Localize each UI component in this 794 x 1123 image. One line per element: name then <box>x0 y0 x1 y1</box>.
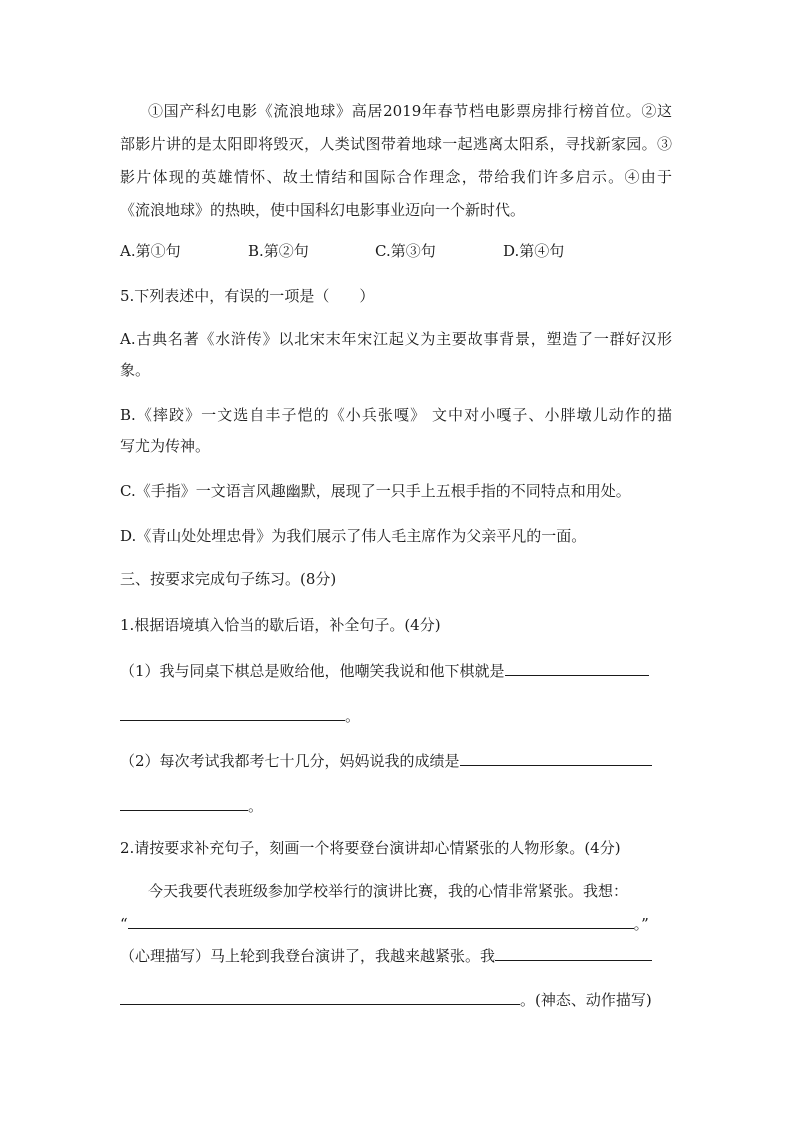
option-d: D.第④句 <box>503 242 565 260</box>
answer-blank[interactable] <box>460 749 652 766</box>
q5-option-b-line-1: B.《摔跤》一文选自丰子恺的《小兵张嘎》 文中对小嘎子、小胖墩儿动作的描 <box>120 406 672 424</box>
passage-line-1: ①国产科幻电影《流浪地球》高居2019年春节档电影票房排行榜首位。②这 <box>148 102 672 120</box>
q2-line-3 <box>120 944 652 967</box>
q5-option-d: D.《青山处处埋忠骨》为我们展示了伟人毛主席作为父亲平凡的一面。 <box>120 527 587 545</box>
q1-item-1-cont <box>120 704 360 727</box>
passage-line-4: 《流浪地球》的热映，使中国科幻电影事业迈向一个新时代。 <box>120 201 526 219</box>
q2-tail: 。(神态、动作描写) <box>520 991 652 1009</box>
answer-blank[interactable] <box>495 944 652 961</box>
q4-options <box>120 240 672 262</box>
q2-line-4 <box>120 988 652 1011</box>
option-c: C.第③句 <box>375 242 436 260</box>
q2-stem: 2.请按要求补充句子，刻画一个将要登台演讲却心情紧张的人物形象。(4分) <box>120 839 621 857</box>
q5-stem: 5.下列表述中，有误的一项是（ ） <box>120 287 375 305</box>
close-quote: 。” <box>633 915 649 933</box>
q2-thought-line <box>120 912 649 935</box>
option-b: B.第②句 <box>248 242 309 260</box>
option-a: A.第①句 <box>120 242 181 260</box>
answer-blank[interactable] <box>120 704 345 721</box>
answer-blank[interactable] <box>120 794 248 811</box>
q1-item-2-cont <box>120 794 263 817</box>
period: 。 <box>345 707 361 725</box>
q1-item-1 <box>120 659 649 682</box>
open-quote: “ <box>120 915 128 933</box>
q1-item-1-text: （1）我与同桌下棋总是败给他，他嘲笑我说和他下棋就是 <box>120 662 505 680</box>
q5-option-a-line-2: 象。 <box>120 361 151 379</box>
q5-option-b-line-2: 写尤为传神。 <box>120 437 211 455</box>
answer-blank[interactable] <box>505 659 649 676</box>
q2-paragraph: 今天我要代表班级参加学校举行的演讲比赛，我的心情非常紧张。我想： <box>148 882 629 900</box>
passage-line-3: 影片体现的英雄情怀、故土情结和国际合作理念，带给我们许多启示。④由于 <box>120 168 672 186</box>
q1-item-2 <box>120 749 652 772</box>
q5-option-c: C.《手指》一文语言风趣幽默，展现了一只手上五根手指的不同特点和用处。 <box>120 482 631 500</box>
section-3-title: 三、按要求完成句子练习。(8分) <box>120 570 337 588</box>
q1-item-2-text: （2）每次考试我都考七十几分，妈妈说我的成绩是 <box>120 752 460 770</box>
answer-blank[interactable] <box>128 912 634 929</box>
period: 。 <box>248 797 264 815</box>
answer-blank[interactable] <box>120 988 520 1005</box>
q2-line-3-text: （心理描写）马上轮到我登台演讲了，我越来越紧张。我 <box>120 947 496 965</box>
q5-option-a-line-1: A.古典名著《水浒传》以北宋末年宋江起义为主要故事背景，塑造了一群好汉形 <box>120 330 672 348</box>
q1-stem: 1.根据语境填入恰当的歇后语，补全句子。(4分) <box>120 616 441 634</box>
passage-line-2: 部影片讲的是太阳即将毁灭，人类试图带着地球一起逃离太阳系，寻找新家园。③ <box>120 135 672 153</box>
